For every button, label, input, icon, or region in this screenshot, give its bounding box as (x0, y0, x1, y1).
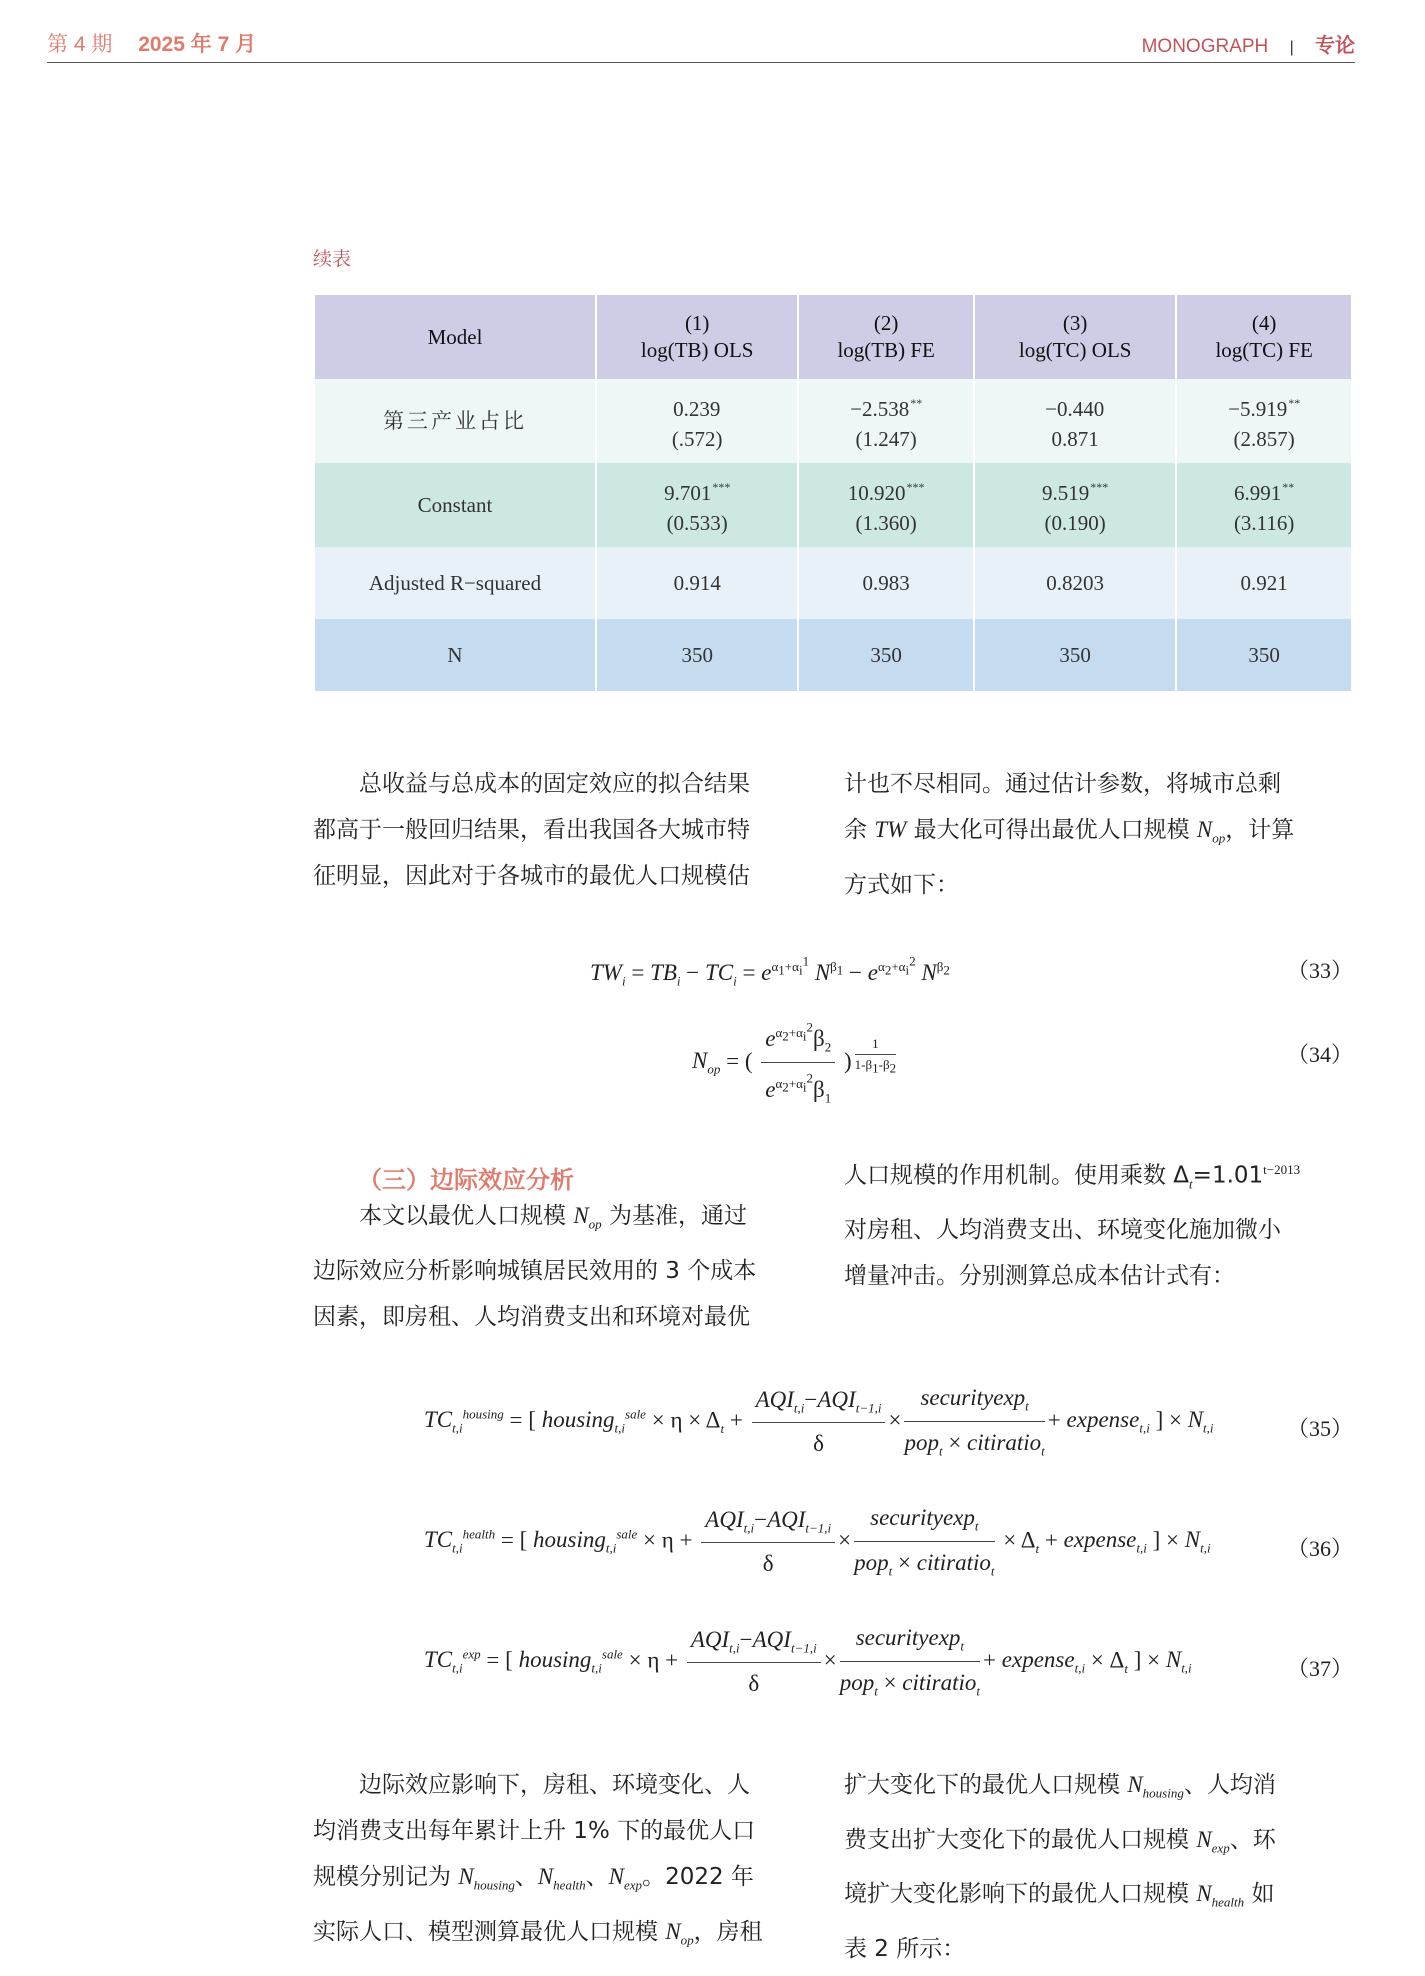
header-col-1 (596, 295, 798, 379)
col-name: log(TB) FE (837, 338, 935, 362)
equation-number: （33） (1286, 958, 1353, 983)
text: 人口规模的作用机制。使用乘数 Δ (844, 1162, 1190, 1189)
table-row (314, 379, 1352, 463)
coef: 10.920 (847, 481, 906, 505)
text: 余 (844, 817, 875, 843)
std-error: (1.360) (855, 511, 917, 535)
text: 。2022 年 (642, 1864, 754, 1890)
header-separator: | (1289, 39, 1294, 56)
row-label: Constant (314, 463, 596, 547)
coef: 9.701 (664, 481, 712, 505)
significance-stars: *** (906, 480, 925, 494)
text-line: 方式如下： (844, 871, 959, 898)
table-row (314, 619, 1352, 691)
math-var: N (573, 1203, 589, 1228)
coef: 6.991 (1234, 481, 1282, 505)
text: 为基准，通过 (601, 1203, 747, 1229)
text-line: 征明显，因此对于各城市的最优人口规模估 (313, 863, 750, 889)
equation-number: （34） (1286, 1042, 1353, 1067)
math-sub: housing (473, 1877, 515, 1893)
col-name: log(TB) OLS (640, 338, 754, 362)
coef: 9.519 (1042, 481, 1090, 505)
text-line: 增量冲击。分别测算总成本估计式有： (844, 1263, 1235, 1290)
paragraph-fixed-effects-right (844, 761, 1354, 908)
math-sub: exp (1211, 1840, 1230, 1856)
table-cell (974, 463, 1176, 547)
table-cell (596, 379, 798, 463)
text: ，房租 (693, 1918, 763, 1945)
text: 扩大变化下的最优人口规模 (844, 1772, 1128, 1798)
row-label: 第三产业占比 (314, 379, 596, 463)
std-error: (0.190) (1044, 511, 1106, 535)
significance-stars: ** (1288, 396, 1301, 410)
text: 、 (514, 1864, 538, 1890)
paragraph-marginal-left (313, 1193, 813, 1340)
text: 境扩大变化影响下的最优人口规模 (844, 1881, 1197, 1908)
significance-stars: *** (1090, 480, 1109, 494)
paragraph-marginal-right (844, 1147, 1354, 1299)
math-var: TW (874, 817, 907, 842)
col-number: (4) (1251, 311, 1277, 335)
text: 规模分别记为 (313, 1864, 459, 1890)
math-sub: exp (624, 1877, 643, 1893)
text-line: 对房租、人均消费支出、环境变化施加微小 (844, 1217, 1281, 1244)
text: =1.01 (1192, 1162, 1264, 1189)
table-cell (974, 379, 1176, 463)
equation-number: （37） (1286, 1656, 1353, 1681)
paragraph-final-left (313, 1762, 813, 1963)
text: 实际人口、模型测算最优人口规模 (313, 1918, 666, 1945)
text-line: 都高于一般回归结果，看出我国各大城市特 (313, 817, 750, 843)
paragraph-fixed-effects-left (313, 761, 813, 899)
col-number: (1) (684, 311, 710, 335)
math-var: N (665, 1918, 681, 1944)
std-error: (0.533) (666, 511, 728, 535)
col-name: log(TC) FE (1215, 338, 1313, 362)
equation-number: （36） (1286, 1536, 1353, 1561)
text: 本文以最优人口规模 (359, 1203, 574, 1229)
table-cell: 350 (798, 619, 974, 691)
coef: 0.239 (673, 397, 721, 421)
table-cell: 0.8203 (974, 547, 1176, 619)
math-sub: op (680, 1932, 694, 1948)
coef: −5.919 (1228, 397, 1288, 421)
equation-34: $N_{op}$ = ( $\frac{e^{\alpha_2+\alpha_i^2}\beta_2}{e^{\alpha_2+\alpha_i^2}\beta_1}$ ) $^{\frac{1}{1-\beta_1-\beta_2}}$ (692, 1020, 897, 1106)
significance-stars: ** (910, 396, 923, 410)
text: 费支出扩大变化下的最优人口规模 (844, 1826, 1197, 1853)
coef: −0.440 (1045, 397, 1105, 421)
issue-number: 第 4 期 (47, 33, 113, 56)
text: 、 (585, 1864, 609, 1890)
section-label (1142, 29, 1355, 58)
math-sub: t (1189, 1176, 1193, 1192)
coef: −2.538 (850, 397, 910, 421)
math-var: N (1196, 1826, 1212, 1852)
table-cell (1176, 379, 1352, 463)
section-heading: （三）边际效应分析 (358, 1166, 574, 1194)
row-label: N (314, 619, 596, 691)
table-continued-label: 续表 (313, 248, 352, 270)
issue-date: 2025 年 7 月 (138, 33, 257, 56)
journal-issue (47, 28, 256, 58)
std-error: (.572) (671, 427, 723, 451)
text: 最大化可得出最优人口规模 (906, 817, 1197, 843)
math-var: N (1196, 817, 1213, 842)
table-cell: 0.983 (798, 547, 974, 619)
significance-stars: ** (1282, 480, 1295, 494)
equation-number: （35） (1286, 1416, 1353, 1441)
math-exp: t−2013 (1263, 1162, 1301, 1177)
col-name: log(TC) OLS (1018, 338, 1132, 362)
text: ，计算 (1225, 817, 1295, 843)
section-cn: 专论 (1315, 35, 1355, 57)
math-var: N (608, 1864, 625, 1889)
significance-stars: *** (712, 480, 731, 494)
math-var: N (1127, 1772, 1143, 1797)
row-label: Adjusted R−squared (314, 547, 596, 619)
equation-33: $TW_i = TB_i - TC_i = e^{\alpha_1+\alpha_i^1}$ $N^{\beta_1} - e^{\alpha_2+\alpha_i^2}$ $N^{\beta_2}$ (590, 954, 950, 989)
header-col-4 (1176, 295, 1352, 379)
header-col-2 (798, 295, 974, 379)
std-error: (2.857) (1233, 427, 1295, 451)
std-error: 0.871 (1051, 427, 1099, 451)
regression-table (313, 295, 1353, 691)
header-model: Model (314, 295, 596, 379)
page-header (47, 24, 1355, 63)
table-cell: 0.914 (596, 547, 798, 619)
equation-35: $TC_{t,i}^{housing}$ = [ $housing_{t,i}^{sale} \times \eta \times \Delta_t$ + $\frac{AQI_{t,i}-AQI_{t-1,i}}{\delta}$ × $\frac{securityexp_t}{pop_t \times citiratio_t}$ + expense$_{t,i}$ ] × $N_{t,i}$ (424, 1385, 1214, 1459)
math-var: N (537, 1864, 554, 1889)
table-cell (596, 463, 798, 547)
equation-37: $TC_{t,i}^{exp}$ = [ housing$_{t,i}^{sale}$ × η + $\frac{AQI_{t,i}-AQI_{t-1,i}}{\delta}$ × $\frac{securityexp_t}{pop_t \times citiratio_t}$ + expense$_{t,i}$ × $\Delta_t$ ] × $N_{t,i}$ (424, 1625, 1192, 1699)
section-en: MONOGRAPH (1141, 36, 1269, 57)
math-sub: health (553, 1877, 586, 1893)
text-line: 边际效应分析影响城镇居民效用的 3 个成本 (313, 1257, 757, 1284)
table-cell (1176, 463, 1352, 547)
text-line: 表 2 所示： (844, 1935, 966, 1962)
std-error: (1.247) (855, 427, 917, 451)
table-header-row (314, 295, 1352, 379)
text-line: 因素，即房租、人均消费支出和环境对最优 (313, 1303, 750, 1330)
text: 、人均消 (1183, 1772, 1276, 1798)
math-sub: housing (1142, 1785, 1184, 1801)
header-col-3 (974, 295, 1176, 379)
table-cell: 350 (1176, 619, 1352, 691)
table-cell (798, 463, 974, 547)
text: 如 (1244, 1881, 1275, 1908)
math-var: N (1196, 1881, 1212, 1907)
text-line: 计也不尽相同。通过估计参数，将城市总剩 (844, 771, 1281, 797)
col-number: (3) (1062, 311, 1088, 335)
text-line: 边际效应影响下，房租、环境变化、人 (359, 1772, 750, 1798)
text: 、环 (1229, 1826, 1276, 1853)
paragraph-final-right (844, 1762, 1354, 1972)
math-sub: op (1212, 830, 1226, 846)
std-error: (3.116) (1233, 511, 1295, 535)
math-sub: health (1211, 1894, 1245, 1910)
table-row (314, 547, 1352, 619)
col-number: (2) (873, 311, 899, 335)
text-line: 总收益与总成本的固定效应的拟合结果 (359, 771, 750, 797)
table-cell (798, 379, 974, 463)
table-row (314, 463, 1352, 547)
table-cell: 350 (596, 619, 798, 691)
math-var: N (458, 1864, 474, 1889)
math-sub: op (588, 1216, 602, 1232)
text-line: 均消费支出每年累计上升 1% 下的最优人口 (313, 1818, 756, 1844)
table-cell: 350 (974, 619, 1176, 691)
table-cell: 0.921 (1176, 547, 1352, 619)
equation-36: $TC_{t,i}^{health}$ = [ housing$_{t,i}^{sale}$ × η + $\frac{AQI_{t,i}-AQI_{t-1,i}}{\delta}$ × $\frac{securityexp_t}{pop_t \times citiratio_t}$ × $\Delta_t$ + expense$_{t,i}$ ] × $N_{t,i}$ (424, 1505, 1211, 1579)
